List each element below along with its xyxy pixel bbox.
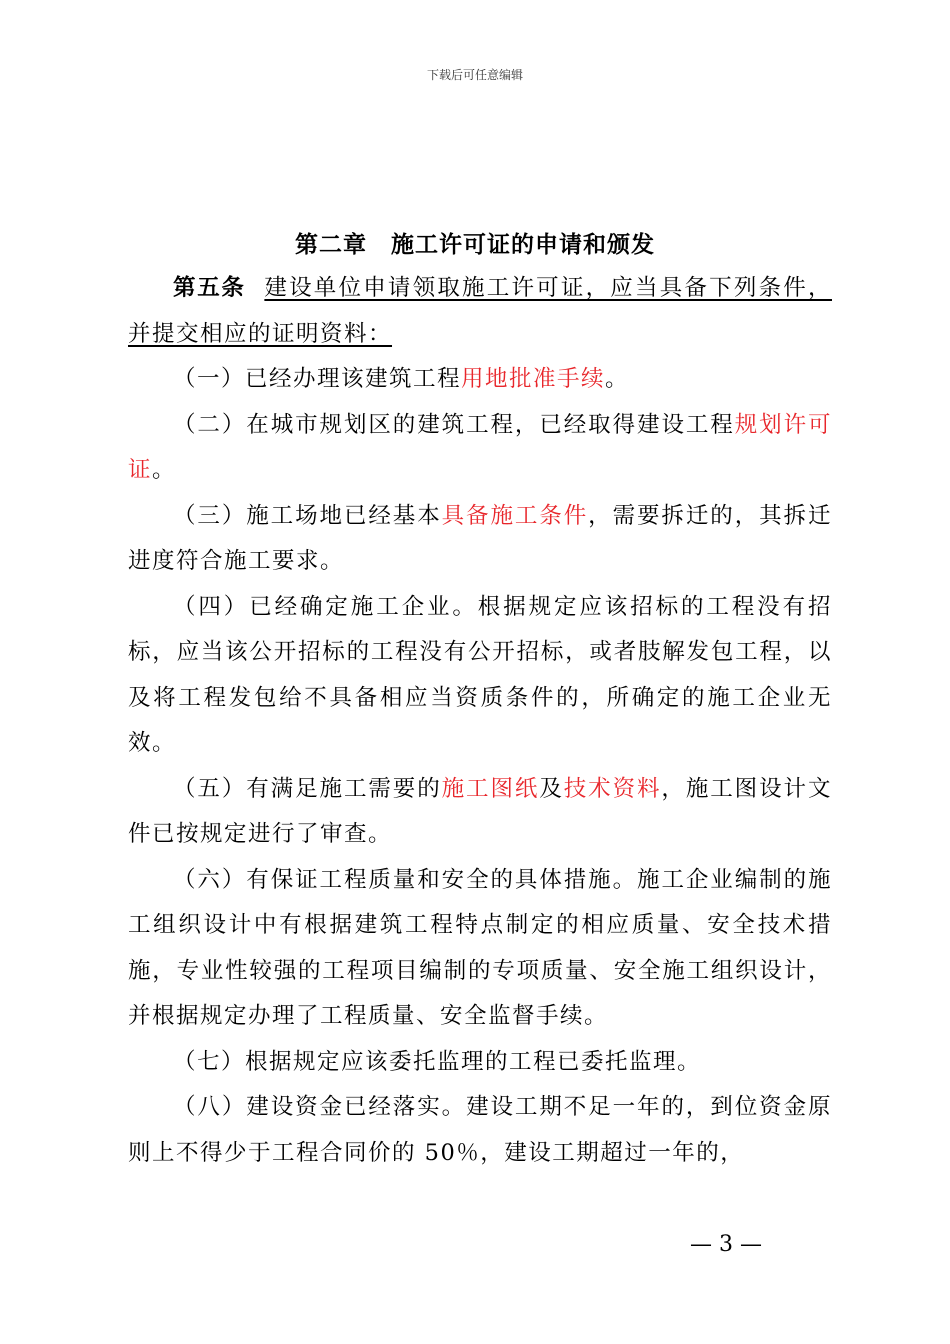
page-number: — 3 — [690, 1232, 762, 1257]
highlight-text: 具备施工条件 [441, 502, 589, 529]
item-text: （一）已经办理该建筑工程 [173, 366, 462, 392]
item-text: ，需要拆迁的，其拆迁进度符合施工要求。 [128, 502, 832, 574]
item-text: （五）有满足施工需要的 [173, 775, 442, 802]
item-text: （二）在城市规划区的建筑工程，已经取得建设工程 [173, 411, 735, 438]
item-8: （八）建设资金已经落实。建设工期不足一年的，到位资金原则上不得少于工程合同价的 50％，建设工期超过一年的， [128, 1094, 832, 1166]
item-text: ，施工图设计文件已按规定进行了审查。 [128, 775, 832, 847]
item-text: 及 [539, 775, 564, 802]
chapter-title: 第二章 施工许可证的申请和颁发 [295, 232, 655, 258]
item-4: （四）已经确定施工企业。根据规定应该招标的工程没有招标，应当该公开招标的工程没有公开招标，或者肢解发包工程，以及将工程发包给不具备相应当资质条件的，所确定的施工企业无效。 [128, 593, 832, 756]
highlight-text: 规划许可证 [128, 411, 832, 483]
article-5 [128, 266, 832, 357]
item-text: （三）施工场地已经基本 [173, 502, 442, 529]
highlight-text: 技术资料 [563, 775, 662, 802]
item-text: 。 [605, 366, 630, 392]
item-1 [128, 357, 832, 403]
article-label: 第五条 [173, 275, 246, 301]
highlight-text: 施工图纸 [441, 775, 540, 802]
highlight-text: 用地批准手续 [461, 366, 606, 392]
item-7: （七）根据规定应该委托监理的工程已委托监理。 [173, 1048, 702, 1075]
item-2 [128, 403, 832, 494]
page-header: 下载后可任意编辑 [426, 68, 523, 82]
article-intro: 建设单位申请领取施工许可证，应当具备下列条件，并提交相应的证明资料： [128, 275, 832, 347]
document-body [128, 266, 832, 1176]
item-3 [128, 494, 832, 585]
item-text: 。 [152, 457, 177, 483]
item-5 [128, 767, 832, 858]
item-6: （六）有保证工程质量和安全的具体措施。施工企业编制的施工组织设计中有根据建筑工程特点制定的相应质量、安全技术措施，专业性较强的工程项目编制的专项质量、安全施工组织设计，并根据规定办理了工程质量、安全监督手续。 [128, 866, 832, 1029]
